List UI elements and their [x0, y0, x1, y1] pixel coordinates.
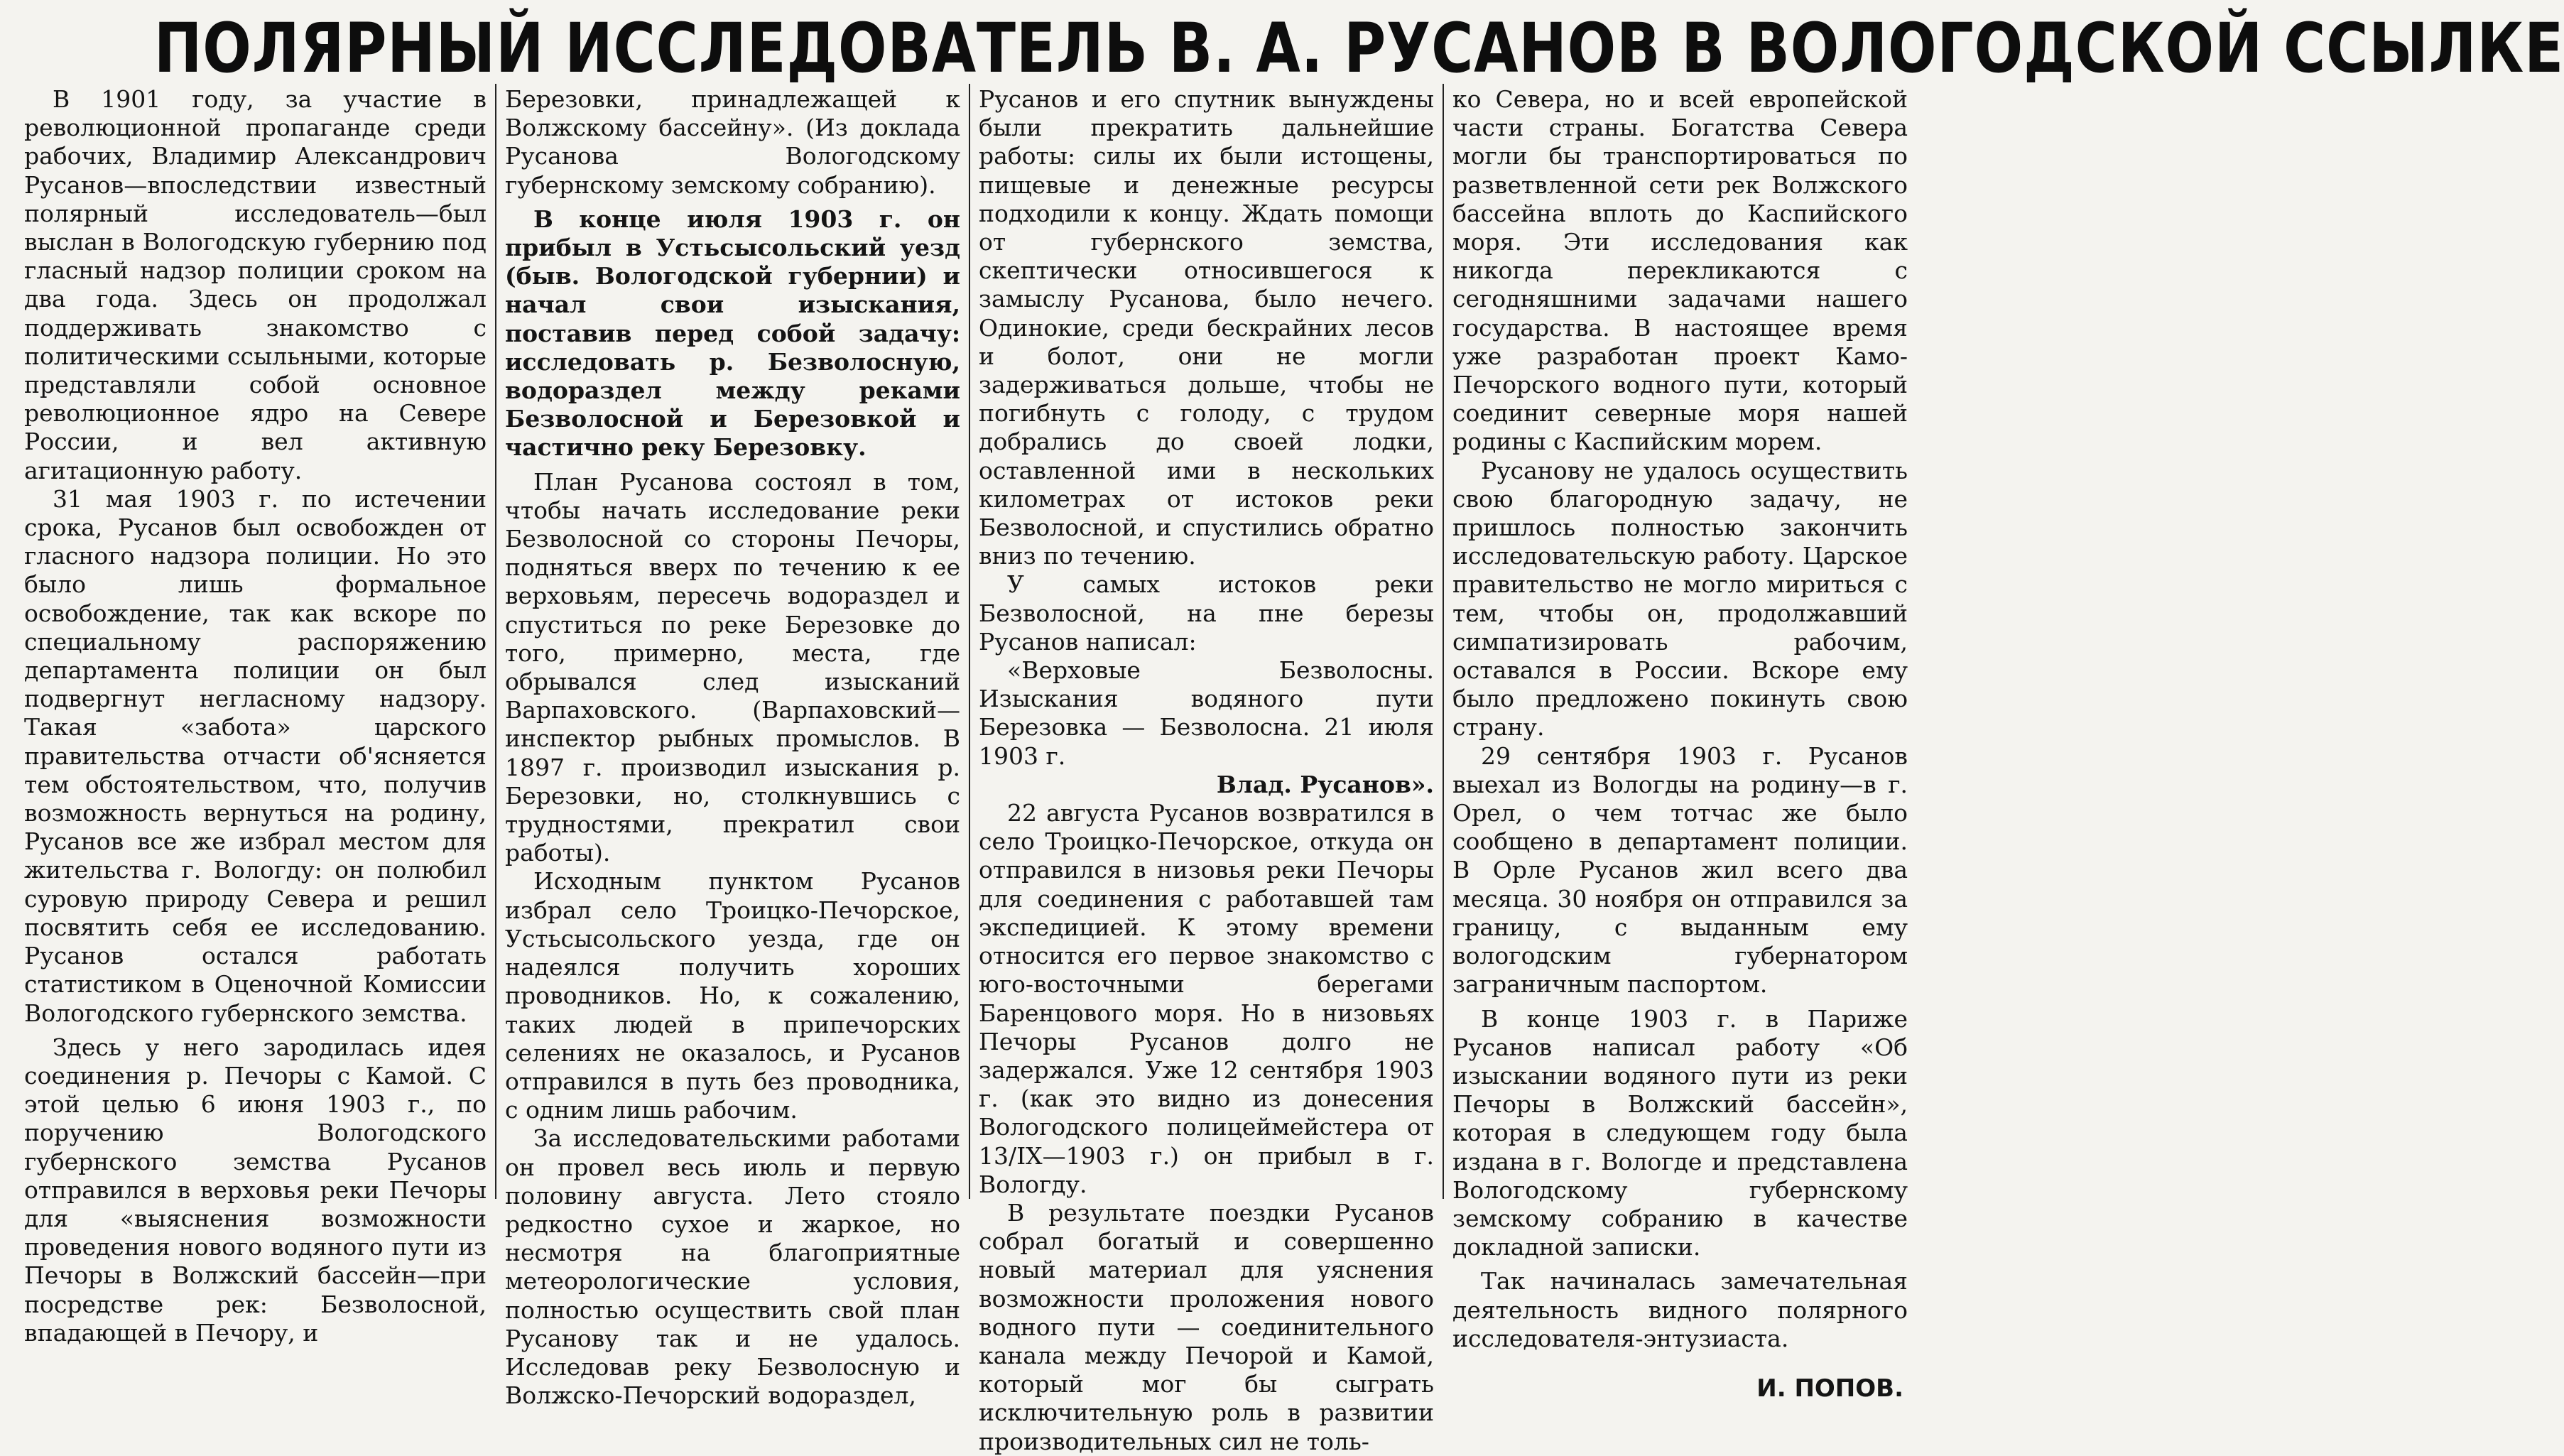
paragraph: 22 августа Русанов возвратился в село Троицко-Печорское, откуда он отправился в низовья реки Печоры для соединения с работавшей там экспедицией. К этому времени относится его первое знакомство с юго-восточными берегами Баренцового моря. Но в низовьях Печоры Русанов долго не задержался. Уже 12 сентября 1903 г. (как это видно из донесения Вологодского полицеймейстера от 13/IX—1903 г.) он прибыл в г. Вологду.: [979, 799, 1434, 1198]
paragraph: 29 сентября 1903 г. Русанов выехал из Вологды на родину—в г. Орел, о чем тотчас же было сообщено в департамент полиции. В Орле Русанов жил всего два месяца. 30 ноября он отправился за границу, с выданным ему вологодским губернатором заграничным паспортом.: [1452, 741, 1908, 999]
paragraph: План Русанова состоял в том, чтобы начать исследование реки Безволосной со стороны Печоры, подняться вверх по течению к ее верховьям, пересечь водораздел и спуститься по реке Березовке до того, примерно, места, где обрывался след изысканий Варпаховского. (Варпаховский—инспектор рыбных промыслов. В 1897 г. производил изыскания р. Березовки, но, столкнувшись с трудностями, прекратил свои работы).: [505, 467, 960, 867]
article-column-3: [969, 84, 1443, 1455]
paragraph: За исследовательскими работами он провел весь июль и первую половину августа. Лето стояло редкостно сухое и жаркое, но несмотря на благоприятные метеорологические условия, полностью осуществить свой план Русанову так и не удалось. Исследовав реку Безволосную и Волжско-Печорский водораздел,: [505, 1124, 960, 1410]
quote-inscription: «Верховые Безволосны. Изыскания водяного пути Березовка — Безволосна. 21 июля 1903 г.: [979, 656, 1434, 770]
paragraph: 31 мая 1903 г. по истечении срока, Русанов был освобожден от гласного надзора полиции. Но это было лишь формальное освобождение, так как вскоре по специальному распоряжению департамента полиции он был подвергнут негласному надзору. Такая «забота» царского правительства отчасти об'ясняется тем обстоятельством, что, получив возможность вернуться на родину, Русанов все же избрал местом для жительства г. Вологду: он полюбил суровую природу Севера и решил посвятить себя ее исследованию. Русанов остался работать статистиком в Оценочной Комиссии Вологодского губернского земства.: [24, 484, 487, 1027]
paragraph: Исходным пунктом Русанов избрал село Троицко-Печорское, Устьсысольского уезда, где он надеялся получить хороших проводников. Но, к сожалению, таких людей в припечорских селениях не оказалось, и Русанов отправился в путь без проводника, с одним лишь рабочим.: [505, 867, 960, 1124]
paragraph: В конце июля 1903 г. он прибыл в Устьсысольский уезд (быв. Вологодской губернии) и начал свои изыскания, поставив перед собой задачу: исследовать р. Безволосную, водораздел между реками Безволосной и Березовкой и частично реку Березовку.: [505, 205, 960, 462]
paragraph: В конце 1903 г. в Париже Русанов написал работу «Об изыскании водяного пути из реки Печоры в Волжский бассейн», которая в следующем году была издана в г. Вологде и представлена Вологодскому губернскому земскому собранию в качестве докладной записки.: [1452, 1004, 1908, 1261]
paragraph: ко Севера, но и всей европейской части страны. Богатства Севера могли бы транспортироваться по разветвленной сети рек Волжского бассейна вплоть до Каспийского моря. Эти исследования как никогда перекликаются с сегодняшними задачами нашего государства. В настоящее время уже разработан проект Камо-Печорского водного пути, который соединит северные моря нашей родины с Каспийским морем.: [1452, 85, 1908, 456]
article-author: И. ПОПОВ.: [1756, 1374, 1903, 1403]
paragraph: В 1901 году, за участие в революционной пропаганде среди рабочих, Владимир Александрович Русанов—впоследствии известный полярный исследователь—был выслан в Вологодскую губернию под гласный надзор полиции сроком на два года. Здесь он продолжал поддерживать знакомство с политическими ссыльными, которые представляли собой основное революционное ядро на Севере России, и вел активную агитационную работу.: [24, 85, 487, 484]
quote-signature: Влад. Русанов».: [1216, 770, 1434, 798]
paragraph: Здесь у него зародилась идея соединения р. Печоры с Камой. С этой целью 6 июня 1903 г., по поручению Вологодского губернского земства Русанов отправился в верховья реки Печоры для «выяснения возможности проведения нового водяного пути из Печоры в Волжский бассейн—при посредстве рек: Безволосной, впадающей в Печору, и: [24, 1033, 487, 1347]
article-columns: [21, 84, 1918, 1455]
paragraph: В результате поездки Русанов собрал богатый и совершенно новый материал для уяснения возможности проложения нового водного пути — соединительного канала между Печорой и Камой, который мог бы сыграть исключительную роль в развитии производительных сил не толь-: [979, 1198, 1434, 1455]
article-column-4: [1443, 84, 1916, 1403]
paragraph: Так начиналась замечательная деятельность видного полярного исследователя-энтузиаста.: [1452, 1267, 1908, 1352]
paragraph: Русанов и его спутник вынуждены были прекратить дальнейшие работы: силы их были истощены, пищевые и денежные ресурсы подходили к концу. Ждать помощи от губернского земства, скептически относившегося к замыслу Русанова, было нечего. Одинокие, среди бескрайних лесов и болот, они не могли задерживаться дольше, чтобы не погибнуть с голоду, с трудом добрались до своей лодки, оставленной ими в нескольких километрах от истоков реки Безволосной, и спустились обратно вниз по течению.: [979, 85, 1434, 570]
paragraph: У самых истоков реки Безволосной, на пне березы Русанов написал:: [979, 570, 1434, 656]
article-headline: ПОЛЯРНЫЙ ИССЛЕДОВАТЕЛЬ В. А. РУСАНОВ В ВОЛОГОДСКОЙ ССЫЛКЕ: [153, 9, 2564, 88]
paragraph: Русанову не удалось осуществить свою благородную задачу, не пришлось полностью закончить исследовательскую работу. Царское правительство не могло мириться с тем, чтобы он, продолжавший симпатизировать рабочим, оставался в России. Вскоре ему было предложено покинуть свою страну.: [1452, 456, 1908, 741]
article-column-1: [21, 84, 495, 1347]
article-column-2: [495, 84, 969, 1410]
paragraph: Березовки, принадлежащей к Волжскому бассейну». (Из доклада Русанова Вологодскому губернскому земскому собранию).: [505, 85, 960, 199]
